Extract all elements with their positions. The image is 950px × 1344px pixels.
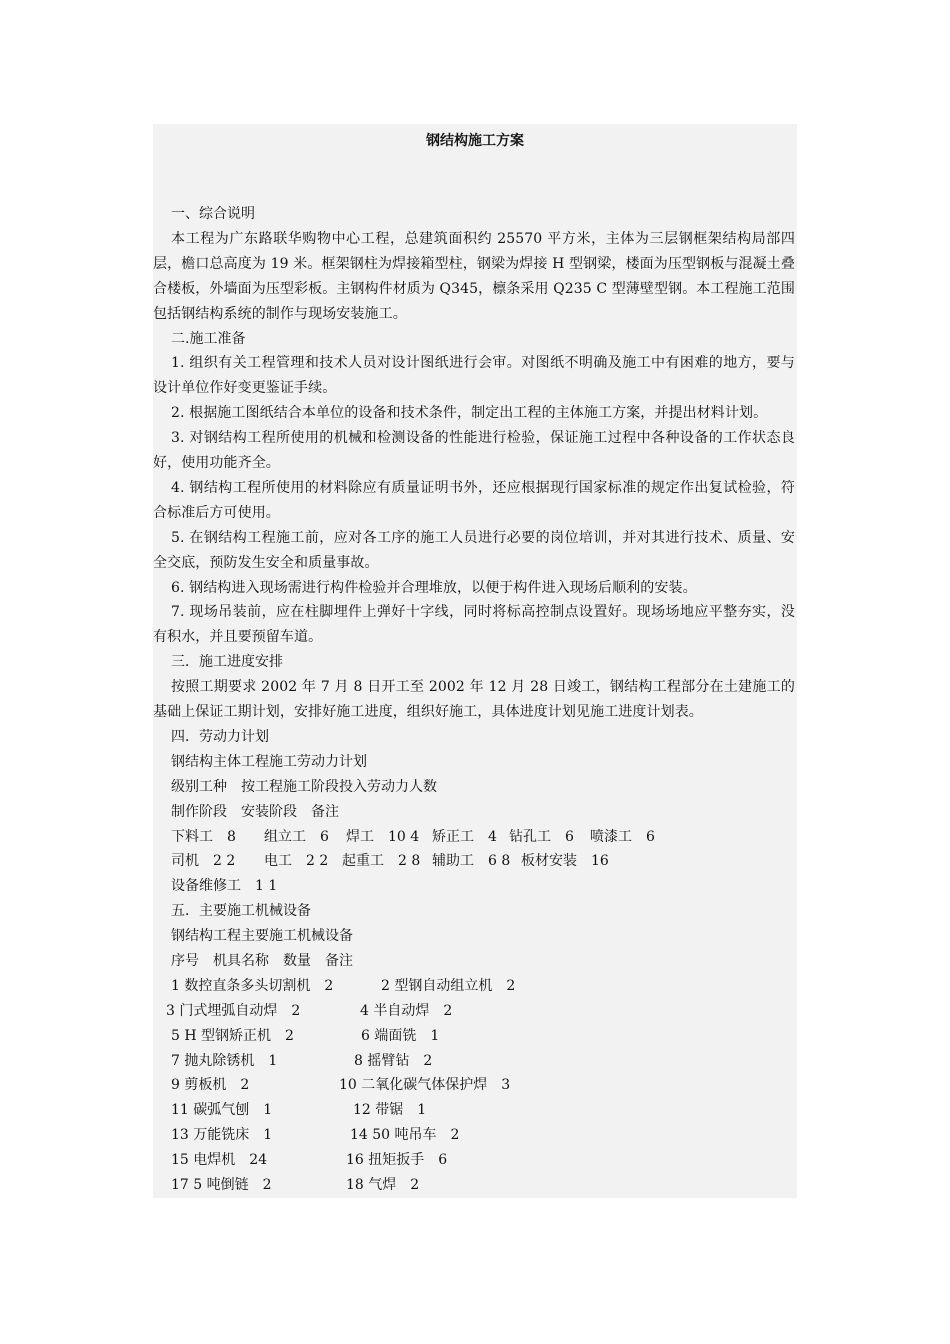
section-heading-schedule: 三．施工进度安排 [171, 654, 283, 671]
labor-table-title: 钢结构主体工程施工劳动力计划 [171, 753, 367, 770]
table-cell: 10 二氧化碳气体保护焊 3 [339, 1077, 511, 1094]
document-title: 钢结构施工方案 [426, 133, 524, 149]
table-row [153, 1098, 797, 1123]
section-heading-equipment: 五．主要施工机械设备 [171, 903, 311, 920]
table-cell: 18 气焊 2 [346, 1177, 420, 1194]
table-cell: 辅助工 6 8 [432, 853, 511, 870]
table-cell: 板材安装 16 [521, 853, 609, 870]
table-row [153, 1173, 797, 1198]
list-item: 6. 钢结构进入现场需进行构件检验并合理堆放，以便于构件进入现场后顺利的安装。 [171, 579, 697, 596]
equipment-table-header: 序号 机具名称 数量 备注 [171, 953, 353, 969]
table-cell: 14 50 吨吊车 2 [350, 1127, 460, 1144]
paragraph-overview: 本工程为广东路联华购物中心工程，总建筑面积约 25570 平方米，主体为三层钢框架结构局部四层，檐口总高度为 19 米。框架钢柱为焊接箱型柱，钢梁为焊接 H 型钢梁，楼面为压型钢板与混凝土叠合楼板，外墙面为压型彩板。主钢构件材质为 Q345，檩条采用 Q235 C 型薄壁型钢。本工程施工范围包括钢结构系统的制作与现场安装施工。 [153, 230, 796, 322]
list-item: 2. 根据施工图纸结合本单位的设备和技术条件，制定出工程的主体施工方案，并提出材料计划。 [171, 405, 768, 422]
list-item: 1. 组织有关工程管理和技术人员对设计图纸进行会审。对图纸不明确及施工中有困难的地方，要与设计单位作好变更鉴证手续。 [153, 355, 795, 397]
table-cell: 司机 2 2 [171, 853, 236, 870]
section-heading-labor: 四．劳动力计划 [171, 728, 269, 745]
table-cell: 组立工 6 [264, 828, 329, 845]
table-cell: 2 型钢自动组立机 2 [381, 977, 516, 994]
table-cell: 4 半自动焊 2 [360, 1002, 453, 1019]
table-cell: 7 抛丸除锈机 1 [171, 1052, 278, 1069]
equipment-table-title: 钢结构工程主要施工机械设备 [171, 928, 353, 945]
table-cell: 12 带锯 1 [353, 1102, 427, 1119]
table-row [153, 874, 797, 899]
table-row [153, 1024, 797, 1049]
table-cell: 8 摇臂钻 2 [354, 1052, 433, 1069]
list-item: 3. 对钢结构工程所使用的机械和检测设备的性能进行检验，保证施工过程中各种设备的工作状态良好，使用功能齐全。 [153, 430, 795, 472]
table-row [153, 999, 797, 1024]
table-cell: 矫正工 4 [432, 828, 497, 845]
table-row [153, 1073, 797, 1098]
table-cell: 17 5 吨倒链 2 [171, 1177, 272, 1194]
table-cell: 起重工 2 8 [342, 853, 421, 870]
table-row [153, 1049, 797, 1074]
table-cell: 3 门式埋弧自动焊 2 [166, 1002, 301, 1019]
table-cell: 电工 2 2 [264, 853, 329, 870]
paragraph-schedule: 按照工期要求 2002 年 7 月 8 日开工至 2002 年 12 月 28 日竣工，钢结构工程部分在土建施工的基础上保证工期计划，安排好施工进度，组织好施工，具体进度计划见施工进度计划表。 [153, 679, 795, 721]
list-item: 4. 钢结构工程所使用的材料除应有质量证明书外，还应根据现行国家标准的规定作出复试检验，符合标准后方可使用。 [153, 479, 795, 521]
list-item: 5. 在钢结构工程施工前，应对各工序的施工人员进行必要的岗位培训，并对其进行技术、质量、安全交底，预防发生安全和质量事故。 [153, 529, 795, 571]
table-cell: 5 H 型钢矫正机 2 [171, 1027, 294, 1044]
section-heading-overview: 一、综合说明 [171, 206, 255, 222]
table-cell: 焊工 10 4 [346, 828, 420, 845]
table-cell: 钻孔工 6 [509, 828, 574, 845]
table-cell: 喷漆工 6 [590, 828, 655, 845]
labor-table-header-1: 级别工种 按工程施工阶段投入劳动力人数 [171, 778, 437, 795]
table-row [153, 1123, 797, 1148]
table-cell: 1 数控直条多头切割机 2 [171, 977, 334, 994]
table-cell: 16 扭矩扳手 6 [346, 1152, 448, 1169]
labor-table-header-2: 制作阶段 安装阶段 备注 [171, 803, 339, 820]
table-cell: 13 万能铣床 1 [171, 1127, 273, 1144]
table-cell: 下料工 8 [171, 828, 236, 845]
table-row [153, 974, 797, 999]
section-heading-preparation: 二.施工准备 [171, 330, 246, 347]
table-cell: 11 碳弧气刨 1 [171, 1102, 273, 1119]
table-cell: 9 剪板机 2 [171, 1077, 250, 1094]
table-row [153, 849, 797, 874]
table-row [153, 1148, 797, 1173]
table-cell: 6 端面铣 1 [361, 1027, 440, 1044]
document-content [153, 202, 797, 1198]
list-item: 7. 现场吊装前，应在柱脚埋件上弹好十字线，同时将标高控制点设置好。现场场地应平整夯实，没有积水，并且要预留车道。 [153, 604, 795, 646]
table-row [153, 825, 797, 850]
table-cell: 设备维修工 1 1 [171, 878, 278, 895]
table-cell: 15 电焊机 24 [171, 1152, 268, 1169]
document-page [153, 124, 797, 1198]
